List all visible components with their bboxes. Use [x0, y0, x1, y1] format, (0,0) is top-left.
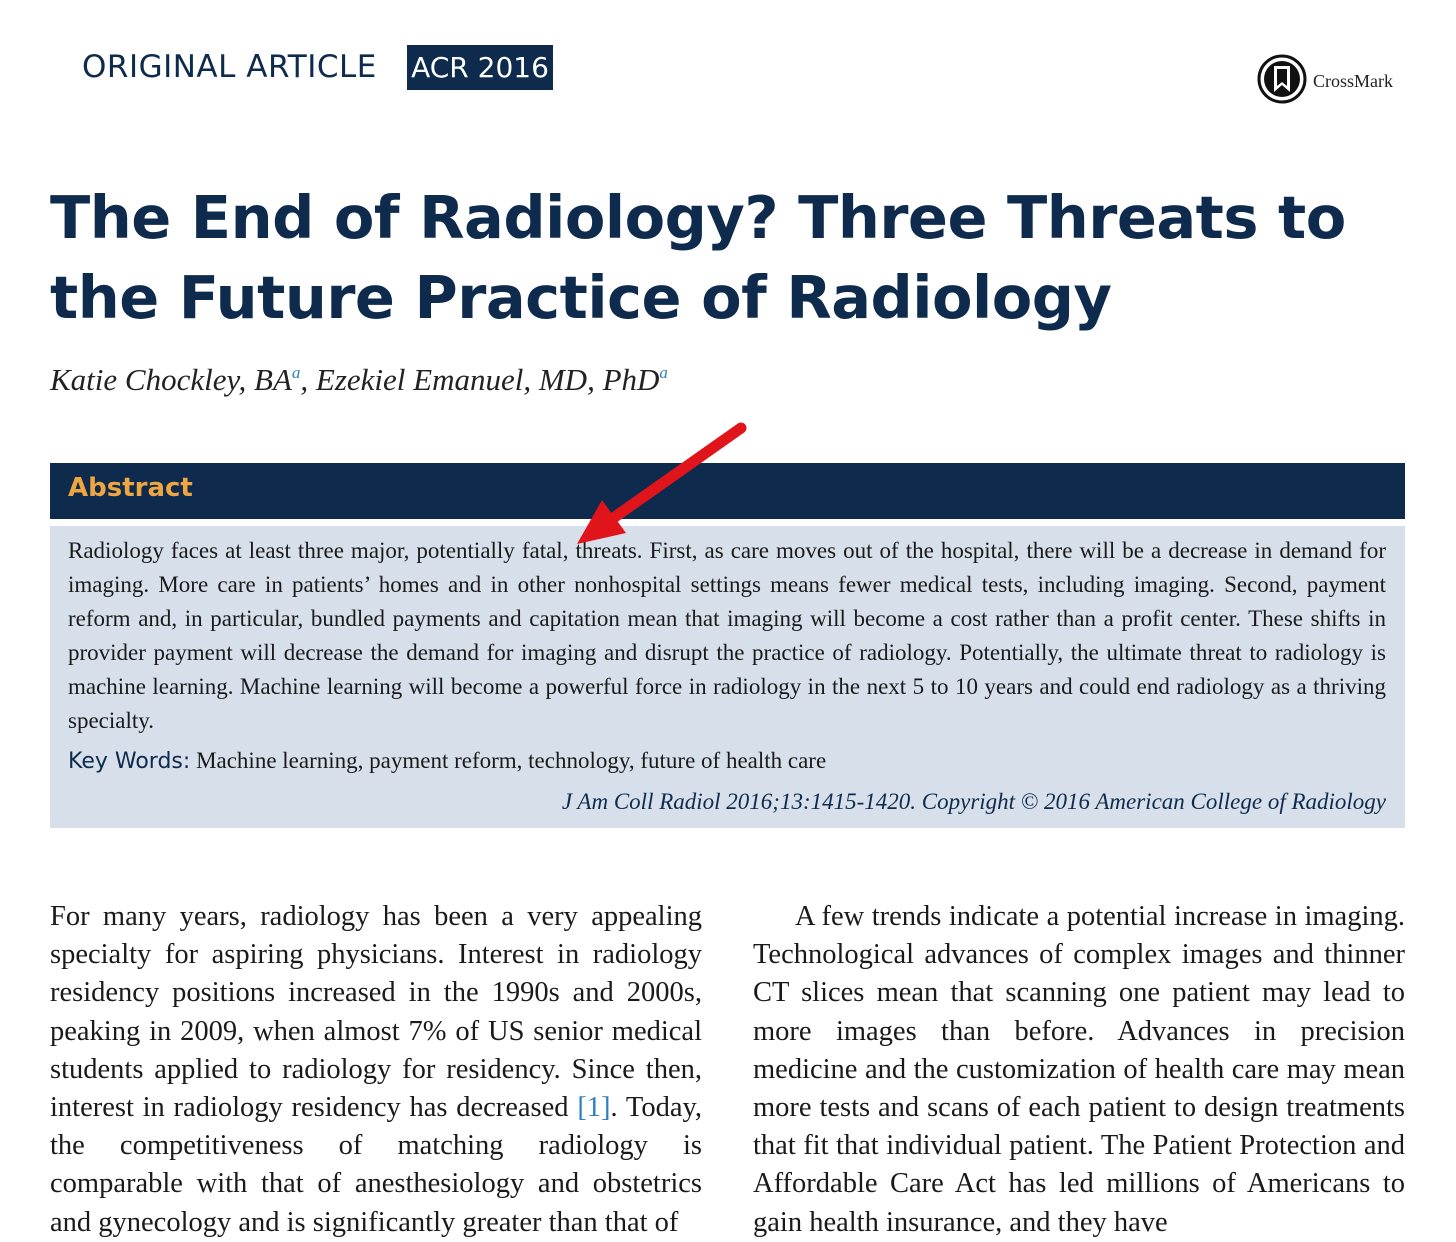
conference-badge: ACR 2016 [407, 45, 553, 90]
keywords-list: Machine learning, payment reform, technology, future of health care [196, 748, 827, 773]
keywords-line [68, 744, 1386, 779]
author-list: Katie Chockley, $BA^a$, Ezekiel Emanuel, MD, PhD$^a$ [50, 362, 668, 397]
author-name: Katie Chockley, BA [50, 362, 292, 397]
crossmark-icon [1257, 54, 1307, 109]
crossmark-button[interactable] [1257, 54, 1393, 109]
section-label: ORIGINAL ARTICLE [82, 49, 377, 85]
keywords-label: Key Words: [68, 749, 191, 774]
body-paragraph [50, 898, 702, 1242]
citation: J Am Coll Radiol 2016;13:1415-1420. Copyright © 2016 American College of Radiology [561, 789, 1386, 814]
body-paragraph: A few trends indicate a potential increase in imaging. Technological advances of complex images and thinner CT slices mean that scanning one patient may lead to more images than before. Advances in precision medicine and the customization of health care may mean more tests and scans of each patient to design treatments that fit that individual patient. The Patient Protection and Affordable Care Act has led millions of Americans to gain health insurance, and they have [753, 901, 1405, 1238]
affiliation-link[interactable]: a [659, 363, 668, 382]
abstract-text: Radiology faces at least three major, potentially fatal, threats. First, as care moves out of the hospital, there will be a decrease in demand for imaging. More care in patients’ homes and in other nonhospital settings means fewer medical tests, including imaging. Second, payment reform and, in particular, bundled payments and capitation mean that imaging will become a cost rather than a profit center. These shifts in provider payment will decrease the demand for imaging and disrupt the practice of radiology. Potentially, the ultimate threat to radiology is machine learning. Machine learning will become a powerful force in radiology in the next 5 to 10 years and could end radiology as a thriving specialty. [68, 538, 1386, 733]
author-name: Ezekiel Emanuel, MD, PhD [315, 362, 660, 397]
paragraph-text: . Today, the competitiveness of matching radiology is comparable with that of anesthesiology and obstetrics and gynecology and is significantly greater than that of [50, 1092, 702, 1238]
annotation-arrow-icon [560, 420, 760, 550]
abstract-heading: Abstract [68, 473, 193, 503]
title-line: The End of Radiology? Three Threats to [50, 183, 1346, 252]
paragraph-text: For many years, radiology has been a very appealing specialty for aspiring physicians. Interest in radiology residency positions increased in the 1990s and 2000s, peaking in 2009, when almost 7% of US senior medical students applied to radiology for residency. Since then, interest in radiology residency has decreased [50, 901, 702, 1124]
body-column-right [753, 898, 1405, 1242]
abstract-box [50, 526, 1405, 828]
crossmark-label: CrossMark [1313, 71, 1393, 91]
title-line: the Future Practice of Radiology [50, 263, 1112, 332]
affiliation-link[interactable]: a [291, 363, 301, 382]
reference-link[interactable]: [1] [577, 1092, 611, 1124]
article-title [50, 178, 1346, 338]
body-column-left [50, 898, 702, 1242]
